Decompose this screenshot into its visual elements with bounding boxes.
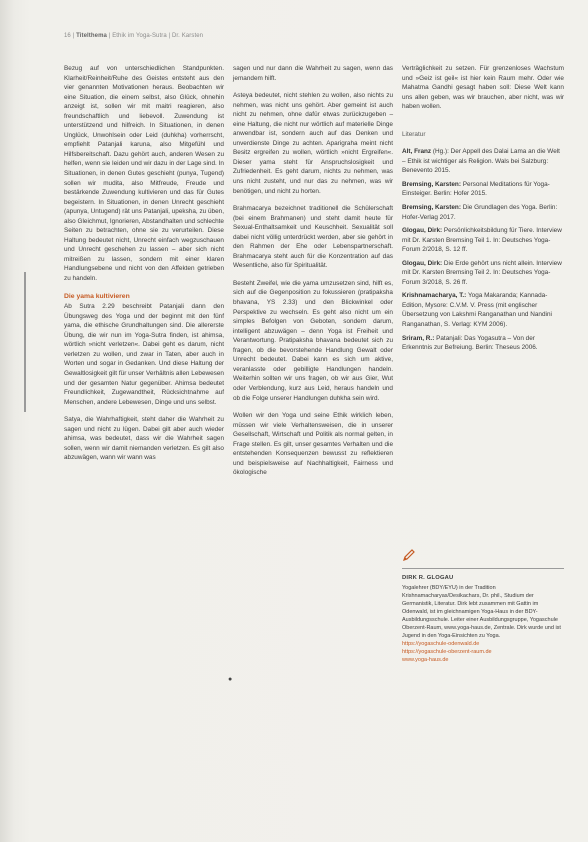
reference-item: Sriram, R.: Patanjali: Das Yogasutra – Von der Erkenntnis zur Befreiung. Berlin: Theseus 2006. — [402, 334, 538, 352]
paragraph: Ab Sutra 2.29 beschreibt Patanjali dann den Übungsweg des Yoga und der beginnt mit den fünf yama, die ethische Grundhaltungen sind. Die allererste Übung, die wir nun im Yoga-Sutra finden, ist ahimsa, wörtlich »nicht verletzen«. Dabei geht es darum, nicht verletzen zu wollen, und zwar in Taten, aber auch in Worten und sogar in Gedanken. Und diese Haltung der Gewaltlosigkeit gilt für unser Verhältnis allen Lebewesen und der gesamten Natur gegenüber. Ahimsa bedeutet Freundlichkeit, Zugewandtheit, Rücksichtnahme auf Menschen, andere Lebewesen, Dinge und uns selbst. — [64, 303, 224, 406]
paragraph: Satya, die Wahrhaftigkeit, steht daher die Wahrheit zu sagen und nicht zu lügen. Dabei gilt aber auch wieder ahimsa, was bedeutet, dass wir die Wahrheit sagen sollen, wenn wir damit niemanden verletzen. Es gilt also abzuwägen, wann wir wann was — [64, 416, 224, 462]
reference-item: Bremsing, Karsten: Die Grundlagen des Yoga. Berlin: Hofer-Verlag 2017. — [402, 204, 558, 221]
reference-item: Glogau, Dirk: Persönlichkeitsbildung für Tiere. Interview mit Dr. Karsten Bremsing Teil 1. In: Deutsches Yoga-Forum 2/2018, S. 12 ff. — [402, 227, 562, 254]
page-header: 16 | Titelthema | Ethik im Yoga-Sutra | Dr. Karsten — [64, 33, 204, 39]
paragraph: Besteht Zweifel, wie die yama umzusetzen sind, hilft es, sich auf die Gegenposition zu fokussieren (pratipaksha bhavana, YS 2.33) und den Blickwinkel oder Perspektive zu wechseln. Es geht also nicht um ein simples Befolgen von Geboten, sondern darum, intelligent abzuwägen – denn Yoga ist Freiheit und Verantwortung. Pratipaksha bhavana bedeutet sich zu fragen, ob die bevorstehende Handlung Gewalt oder Unrecht bedeutet. Dabei kann es sich um aktive, veranlasste oder gebilligte Handlungen handeln. Weiterhin sollten wir uns fragen, ob wir aus Gier, Wut oder Verblendung, kurz aus Leid, heraus handeln und ob die Folge unserer Handlungen duhkha sein wird. — [233, 279, 393, 402]
column-1 — [64, 64, 224, 471]
paragraph: Asteya bedeutet, nicht stehlen zu wollen, also nichts zu nehmen, was nicht uns gehört. Aber gemeint ist auch nicht zu nehmen, ohne dafür etwas zurückzugeben – eine Haltung, die nicht nur wörtlich auf materielle Dinge anwendbar ist, sondern auch auf das Denken und unverdienste Dinge zu achten. Aparigraha meint nicht Besitz ergreifen zu wollen, wörtlich »nicht Ergreifen«. Dieser yama steht für Anspruchslosigkeit und Zufriedenheit. Es geht darum, nichts zu nehmen, was uns nicht zusteht, und nur das zu nehmen, was wir benötigen, und nicht zu horten. — [233, 92, 393, 195]
paragraph: Verträglichkeit zu setzen. Für grenzenloses Wachstum und »Geiz ist geil« ist hier kein Raum mehr. Oder wie Mahatma Gandhi gesagt haben soll: Diese Welt kann uns allen geben, was wir brauchen, aber nicht, was wir haben wollen. — [402, 65, 564, 111]
paragraph: Brahmacarya bezeichnet traditionell die Schülerschaft (bei einem Brahmanen) und steht damit heute für Sexual-Enthaltsamkeit und Keuschheit. Sexualität soll dabei nicht völlig unterdrückt werden, aber sie gehört in den Rahmen der Ehe oder Lebenspartnerschaft. Brahmacarya steht auch für die Konzentration auf das Wesentliche, also für Spiritualität. — [233, 205, 393, 270]
paragraph: Bezug auf von unterschiedlichen Standpunkten. Klarheit/Reinheit/Ruhe des Geistes entsteht aus den vier genannten Motivationen heraus. Beobachten wir eine Situation, die einem selbst, also Glück, ohnehin anzeigt ist, sollen wir mit maitri reagieren, also freundschaftlich und liebevoll. Zuwendung ist unterstützend und hilfreich. In Situationen, in denen Unglück, Unwohlsein oder Leid (duhkha) vorherrscht, empfiehlt Patanjali karuna, also Mitgefühl und Hilfsbereitschaft. Dazu gehört auch, anderen Wesen zu helfen, wenn sie leiden und wir dazu in der Lage sind. In Situationen, in denen Gutes geschieht (punya, Tugend) sollen wir mudita, also Mitfreude, Freude und bestärkende Zuwendung kultivieren und das für Gutes begeistern. In Situationen, in denen Unrecht geschieht (apunya, Untugend) rät uns Patanjali, upeksha, zu üben, also Gleichmut, Ignorieren, Abstandhalten und schlechte Seiten zu betrachten, ohne sie zu verurteilen. Diese Haltung bedeutet nicht, Unrecht einfach wegzuschauen und Unrecht geschehen zu lassen – aber sich nicht mitreißen zu lassen, sondern mit einer klaren Handlungsebene und nicht von den Affekten getrieben zu handeln. — [64, 65, 224, 283]
references-label: Literatur — [402, 130, 426, 138]
bullet-icon: ● — [228, 676, 233, 683]
bio-link[interactable]: https://yogaschule-odenwald.de — [402, 641, 480, 648]
author-name: DIRK R. GLOGAU — [402, 575, 454, 581]
paragraph: Wollen wir den Yoga und seine Ethik wirklich leben, müssen wir viele Verhaltensweisen, die in unserer Gesellschaft, Wirtschaft und Politik als normal gelten, in Frage stellen. Es gilt, unser gesamtes Verhalten und die entstehenden Konsequenzen bewusst zu reflektieren und beispielsweise auf Nachhaltigkeit, Fairness und ökologische — [233, 412, 393, 477]
reference-item: Krishnamacharya, T.: Yoga Makaranda; Kannada-Edition, Mysore: C.V.M. V. Press (mit englischer Übersetzung von Lakshmi Ranganathan und Nandini Ranganathan, S. Verlag: KYM 2006). — [402, 292, 552, 329]
author-bio — [402, 574, 564, 665]
reference-item: Bremsing, Karsten: Personal Meditations für Yoga-Einsteiger. Berlin: Hofer 2015. — [402, 180, 550, 198]
pencil-icon — [402, 548, 416, 562]
column-2 — [233, 64, 393, 486]
bio-text: Yogalehrer (BDY/EYU) in der Tradition Krishnamacharyas/Desikachars, Dr. phil., Studium der Germanistik, Literatur. Dirk lebt zusammen mit Gattin im Odenwald, ist im gleichnamigen Yoga-Haus in der BDY-Ausbildungsschule. Leiter einer Ausbildungsgruppe, Yogaschule Oberzent-Raum, www.yoga-haus.de, Zentrale. Dirk wurde und ist Jugend in den Yoga-Einsichten zu Yoga. — [402, 585, 561, 640]
reference-item: Alt, Franz (Hg.): Der Appell des Dalai Lama an die Welt – Ethik ist wichtiger als Religion. Wals bei Salzburg: Benevento 2015. — [402, 148, 560, 175]
header-subtitle: Ethik im Yoga-Sutra | Dr. Karsten — [112, 33, 204, 39]
paragraph: sagen und nur dann die Wahrheit zu sagen, wenn das jemandem hilft. — [233, 65, 393, 82]
page-number: 16 — [64, 33, 71, 39]
bio-link[interactable]: www.yoga-haus.de — [402, 657, 449, 664]
bio-link[interactable]: https://yogaschule-oberzent-raum.de — [402, 649, 492, 656]
reference-item: Glogau, Dirk: Die Erde gehört uns nicht allein. Interview mit Dr. Karsten Bremsing Teil 2. In: Deutsches Yoga-Forum 3/2018, S. 26 ff. — [402, 259, 562, 286]
section-title: Titelthema — [76, 33, 107, 39]
margin-marker — [24, 272, 26, 412]
bio-divider — [402, 568, 564, 569]
references-list — [402, 147, 564, 352]
section-heading: Die yama kultivieren — [64, 292, 130, 300]
column-3 — [402, 64, 564, 357]
